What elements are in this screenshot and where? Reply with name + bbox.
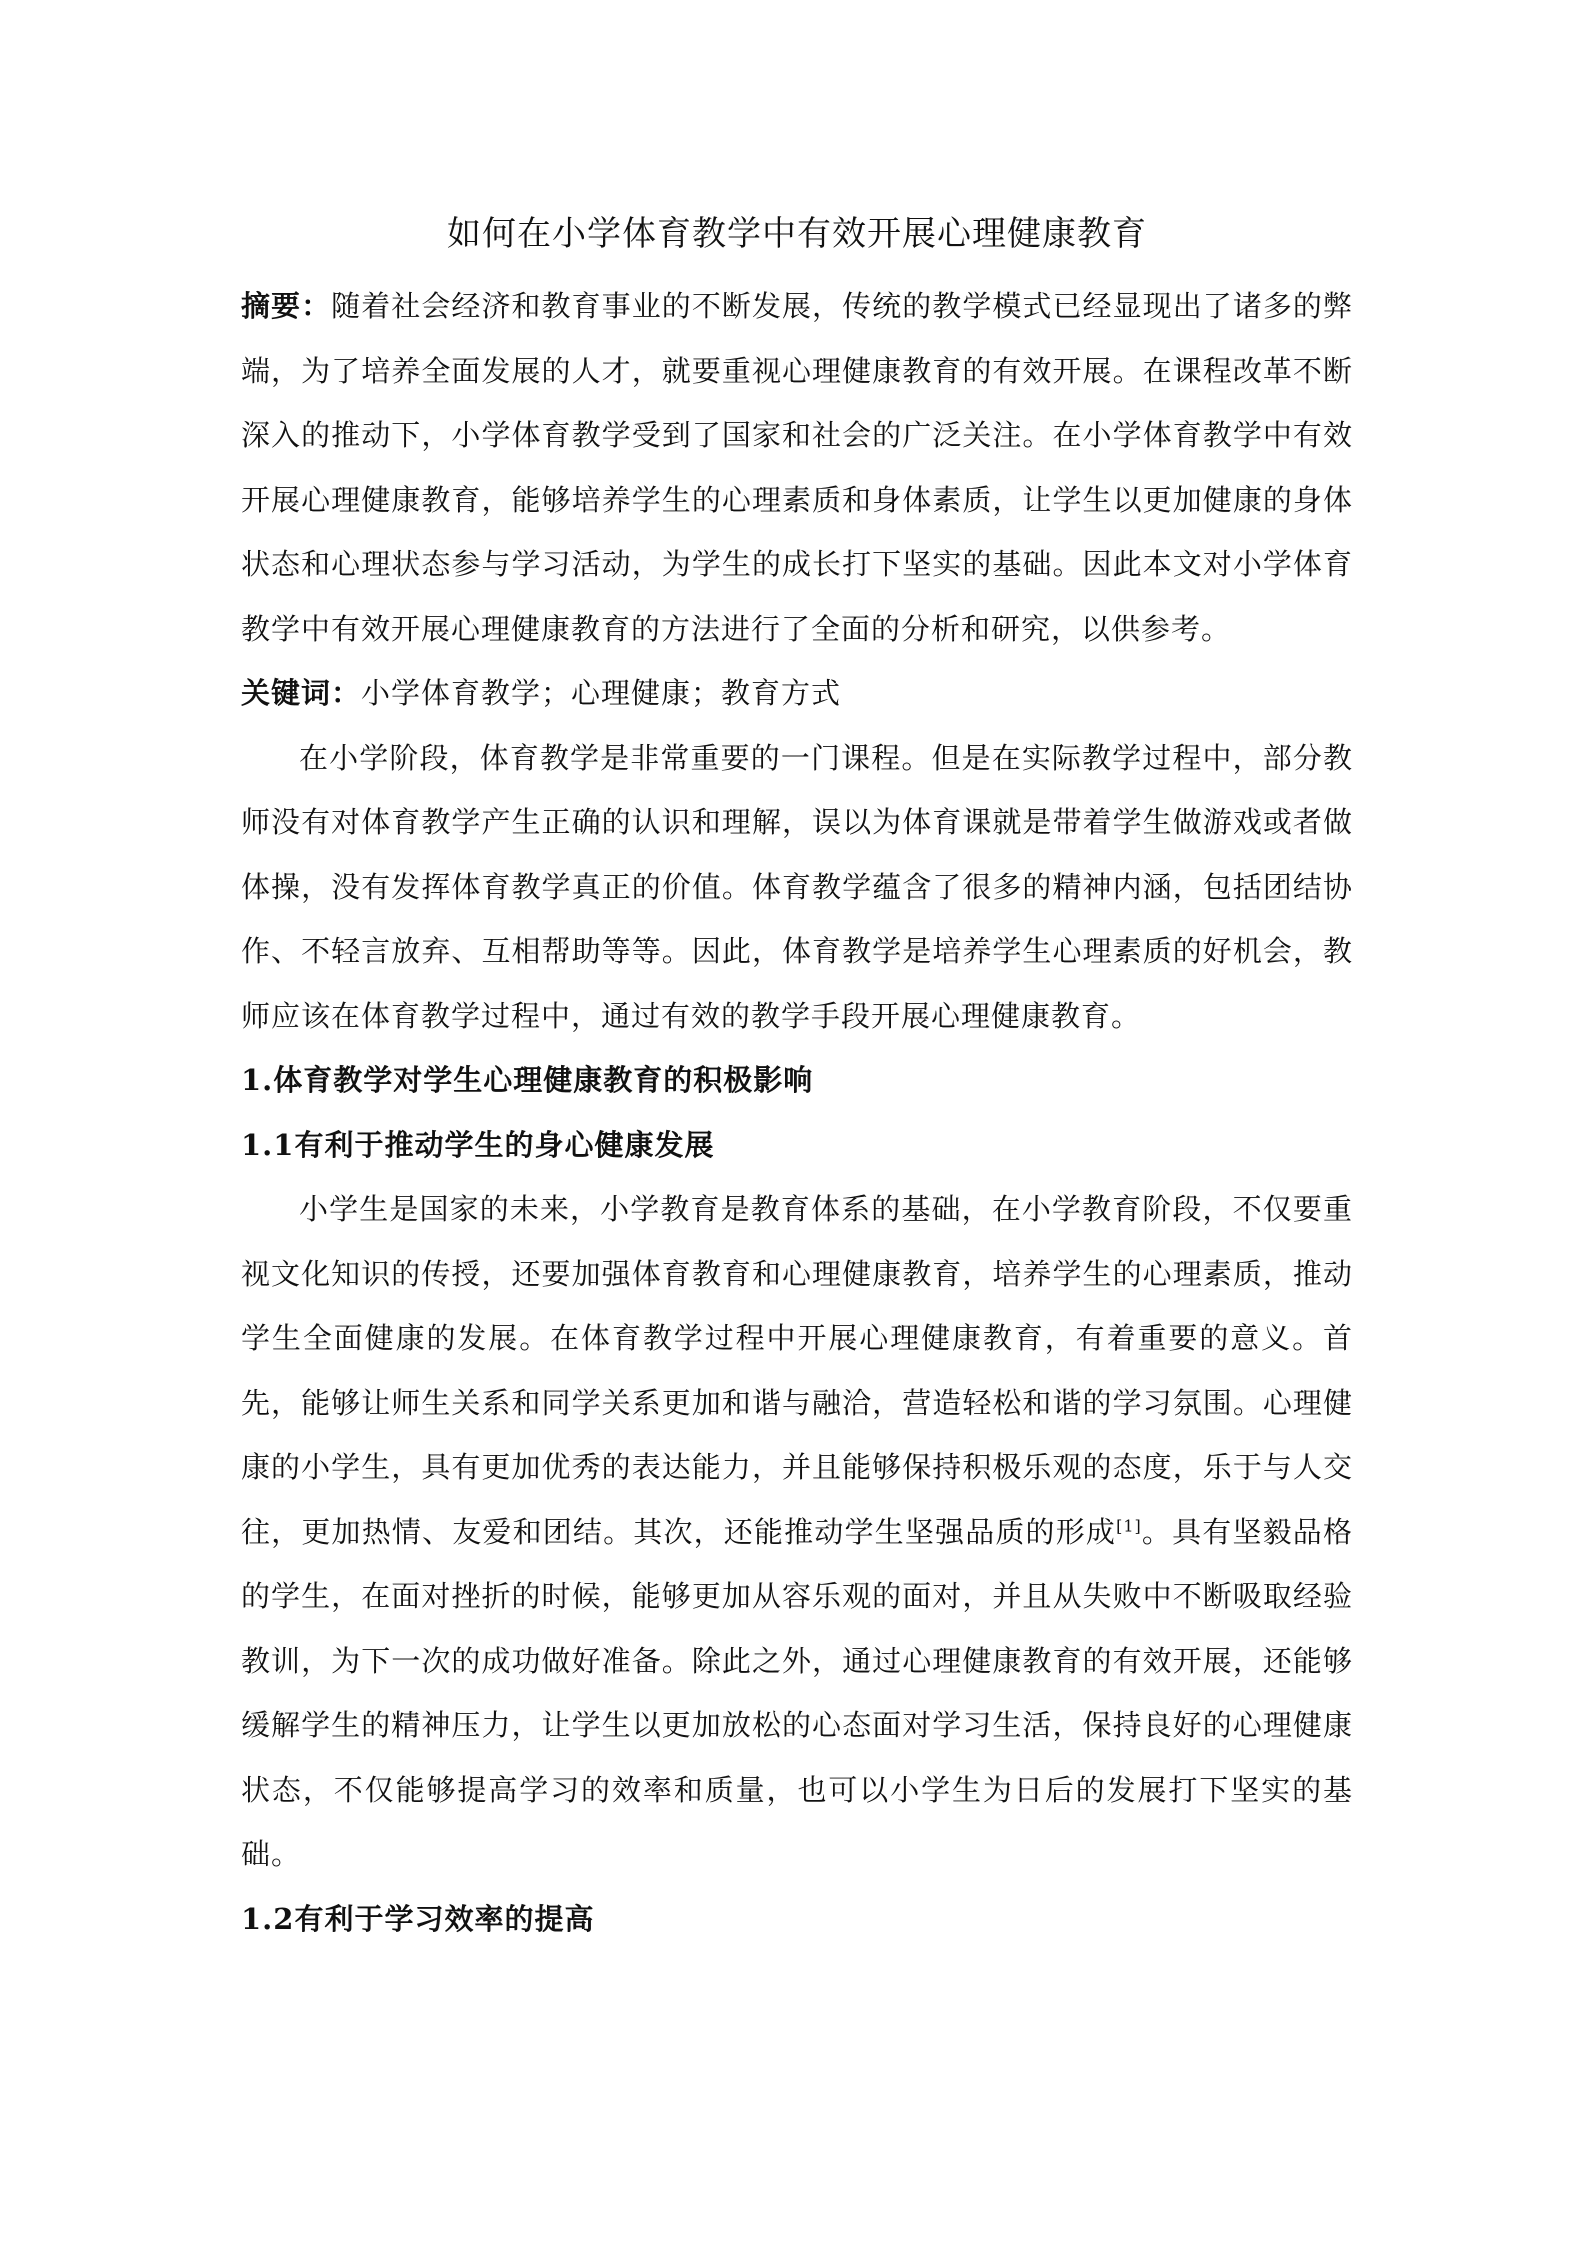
section-1-1-paragraph <box>241 1177 1353 1887</box>
section-1-1-text-part-2: 。具有坚毅品格的学生，在面对挫折的时候，能够更加从容乐观的面对，并且从失败中不断吸取经验教训，为下一次的成功做好准备。除此之外，通过心理健康教育的有效开展，还能够缓解学生的精神压力，让学生以更加放松的心态面对学习生活，保持良好的心理健康状态，不仅能够提高学习的效率和质量，也可以小学生为日后的发展打下坚实的基础。 <box>241 1514 1353 1871</box>
keywords-text: 小学体育教学；心理健康；教育方式 <box>361 676 842 710</box>
abstract-paragraph <box>241 274 1353 661</box>
document-body <box>241 208 1353 1951</box>
intro-paragraph: 在小学阶段，体育教学是非常重要的一门课程。但是在实际教学过程中，部分教师没有对体育教学产生正确的认识和理解，误以为体育课就是带着学生做游戏或者做体操，没有发挥体育教学真正的价值。体育教学蕴含了很多的精神内涵，包括团结协作、不轻言放弃、互相帮助等等。因此，体育教学是培养学生心理素质的好机会，教师应该在体育教学过程中，通过有效的教学手段开展心理健康教育。 <box>241 740 1353 1033</box>
abstract-label: 摘要： <box>241 289 332 323</box>
section-1-heading: 1.体育教学对学生心理健康教育的积极影响 <box>241 1063 814 1097</box>
section-1-1-heading: 1.1有利于推动学生的身心健康发展 <box>241 1127 715 1162</box>
section-1-2-heading: 1.2有利于学习效率的提高 <box>241 1901 595 1936</box>
citation-reference: [1] <box>1116 1515 1142 1535</box>
abstract-text: 随着社会经济和教育事业的不断发展，传统的教学模式已经显现出了诸多的弊端，为了培养全面发展的人才，就要重视心理健康教育的有效开展。在课程改革不断深入的推动下，小学体育教学受到了国家和社会的广泛关注。在小学体育教学中有效开展心理健康教育，能够培养学生的心理素质和身体素质，让学生以更加健康的身体状态和心理状态参与学习活动，为学生的成长打下坚实的基础。因此本文对小学体育教学中有效开展心理健康教育的方法进行了全面的分析和研究，以供参考。 <box>241 289 1353 646</box>
document-title: 如何在小学体育教学中有效开展心理健康教育 <box>447 214 1147 254</box>
keywords-paragraph <box>241 661 1353 726</box>
section-1-1-text-part-1: 小学生是国家的未来，小学教育是教育体系的基础，在小学教育阶段，不仅要重视文化知识的传授，还要加强体育教育和心理健康教育，培养学生的心理素质，推动学生全面健康的发展。在体育教学过程中开展心理健康教育，有着重要的意义。首先，能够让师生关系和同学关系更加和谐与融洽，营造轻松和谐的学习氛围。心理健康的小学生，具有更加优秀的表达能力，并且能够保持积极乐观的态度，乐于与人交往，更加热情、友爱和团结。其次，还能推动学生坚强品质的形成 <box>241 1192 1353 1549</box>
keywords-label: 关键词： <box>241 676 362 710</box>
